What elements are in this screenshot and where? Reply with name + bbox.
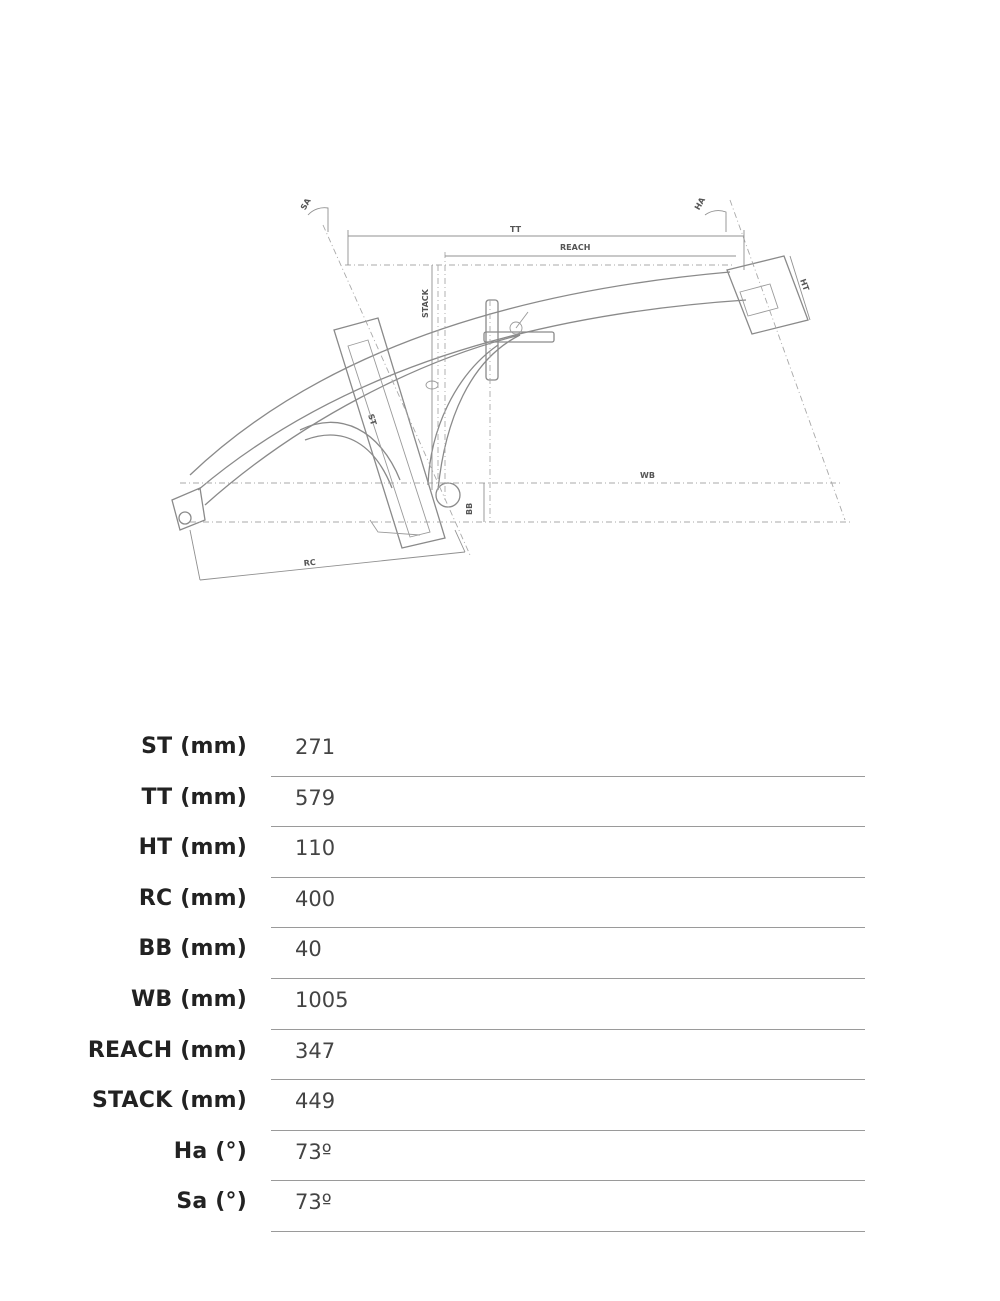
spec-row bbox=[0, 979, 1000, 1030]
spec-value: 40 bbox=[295, 937, 322, 962]
spec-row bbox=[0, 777, 1000, 828]
spec-label: RC (mm) bbox=[138, 885, 247, 911]
geometry-spec-table bbox=[0, 726, 1000, 1232]
rear-dropout bbox=[172, 488, 205, 530]
spec-row bbox=[0, 1131, 1000, 1182]
label-bb: BB bbox=[465, 502, 474, 515]
label-wb: WB bbox=[640, 471, 655, 480]
down-tube bbox=[438, 335, 520, 490]
spec-row bbox=[0, 878, 1000, 929]
label-ha: HA bbox=[692, 195, 708, 212]
spec-label: STACK (mm) bbox=[92, 1088, 247, 1114]
label-reach: REACH bbox=[560, 243, 591, 252]
spec-label: BB (mm) bbox=[138, 936, 247, 962]
label-sa: SA bbox=[298, 196, 313, 212]
spec-value: 110 bbox=[295, 836, 336, 861]
head-tube bbox=[727, 256, 808, 334]
spec-value: 73º bbox=[295, 1190, 332, 1215]
spec-row bbox=[0, 827, 1000, 878]
label-stack: STACK bbox=[421, 289, 430, 318]
spec-value: 73º bbox=[295, 1139, 332, 1164]
spec-value: 449 bbox=[295, 1089, 336, 1114]
spec-label: TT (mm) bbox=[141, 784, 247, 810]
spec-row bbox=[0, 928, 1000, 979]
spec-label: HT (mm) bbox=[138, 835, 247, 861]
spec-label: Ha (°) bbox=[173, 1138, 247, 1164]
spec-label: ST (mm) bbox=[141, 734, 247, 759]
label-tt: TT bbox=[510, 225, 522, 234]
spec-value: 347 bbox=[295, 1038, 336, 1063]
chain-stay bbox=[300, 422, 400, 480]
row-divider bbox=[271, 1231, 865, 1232]
label-ht: HT bbox=[798, 277, 811, 293]
spec-label: Sa (°) bbox=[176, 1189, 247, 1215]
spec-value: 400 bbox=[295, 886, 336, 911]
spec-label: WB (mm) bbox=[130, 986, 247, 1012]
spec-row bbox=[0, 1030, 1000, 1081]
spec-value: 1005 bbox=[295, 987, 349, 1012]
seat-tube bbox=[334, 318, 445, 548]
label-rc: RC bbox=[303, 557, 317, 568]
spec-value: 271 bbox=[295, 735, 336, 759]
spec-label: REACH (mm) bbox=[87, 1037, 247, 1063]
label-st: ST bbox=[366, 412, 379, 427]
spec-value: 579 bbox=[295, 785, 336, 810]
spec-row bbox=[0, 1181, 1000, 1232]
spec-row bbox=[0, 726, 1000, 777]
spec-row bbox=[0, 1080, 1000, 1131]
top-tube bbox=[190, 272, 730, 475]
